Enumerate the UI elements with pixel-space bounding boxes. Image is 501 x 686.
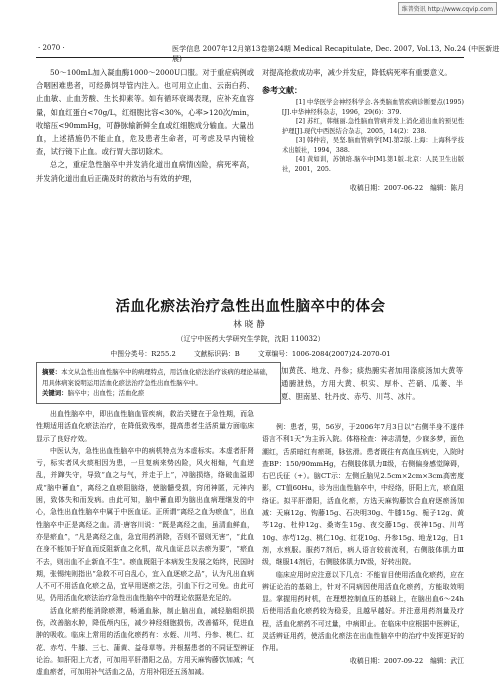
keywords-label: 关键词： — [42, 389, 68, 397]
references-heading: 参考文献： — [262, 85, 302, 96]
article-right-column — [262, 421, 464, 680]
abstract-box — [36, 362, 281, 404]
watermark: 维普资讯 http://www.cqvip.com — [398, 2, 497, 15]
article-number: 文章编号：1006-2084(2007)24-2070-01 — [257, 350, 391, 358]
abstract-text: 本文从急性出血性脑卒中的病理特点，用活血化瘀法治疗该病的理论基础，用具体病案说明运用活血化瘀法治疗急性出血性脑卒中。 — [42, 368, 273, 387]
article-title: 活血化瘀法治疗急性出血性脑卒中的体会 — [115, 298, 386, 315]
header-rule — [36, 57, 464, 58]
reference-item: [2] 苏红，韩继丽.急性脑血管病并发上消化道出血的预见性护理[J].现代中西医结合杂志，2005，14(2)：238. — [282, 118, 464, 135]
article-received-date: 收稿日期：2007-09-22 编辑：武江 — [350, 656, 464, 665]
prev-article-left-column — [36, 66, 254, 185]
article-paragraph: 例：患者，男，56岁，于2006年7月3日以“右侧半身不遂伴语言不利1天”为主诉入院。体格检查：神志清楚，少寐多梦，面色潮红，舌质暗红有瘀斑，脉弦滑。患者既往有高血压病史，入院时查BP：150/90mmHg，右侧肢体肌力Ⅱ级，右侧偏身感觉障碍，右巴氏征（+）。脑CT示：左侧丘脑见2.5cm×2cm×3cm高密度影，CT值60Hu，诊为出血性脑卒中，中经络，肝阳上亢，瘀血阻络证。拟平肝潜阳，活血化瘀，方选天麻钩藤饮合血府逐瘀汤加减：天麻12g、钩藤15g、石决明30g、牛膝15g、栀子12g、黄芩12g、杜仲12g、桑寄生15g、夜交藤15g、茯神15g、川芎10g、赤芍12g、桃仁10g、红花10g、丹参15g、地龙12g，日1剂，水煎服。服药7剂后，病人语言较前流利，右侧肢体肌力Ⅲ级，继服14剂后，右侧肢体肌力Ⅳ级，好转出院。 — [262, 423, 464, 567]
article-right-top — [281, 364, 463, 404]
abstract-label: 摘要： — [42, 368, 62, 376]
article-affiliation: （辽宁中医药大学研究生学院，沈阳 110032） — [176, 335, 325, 343]
prev-paragraph: 对提高抢救成功率，减少并发症，降低病死率有重要意义。 — [262, 68, 452, 77]
journal-info: 医学信息 2007年12月第13卷第24期 Medical Recapitulate, Dec. 2007, Vol.13, No.24 (中医新进展) — [172, 45, 500, 63]
keywords-text: 脑卒中；出血性；活血化瘀 — [67, 389, 145, 397]
running-header — [0, 44, 501, 63]
reference-item: [3] 韩仲岩，吴坚.脑血管病学[M].第2版.上海：上海科学技术出版社，1994，388. — [282, 137, 464, 154]
prev-paragraph: 50～100mL加入凝血酶1000～2000U口服。对于重症病例或合咽困难患者，可经鼻饲导管内注入。也可用立止血、云南白药、止血敏、止血芳酸、生长抑素等。如有循环衰竭表现，应补充血容量，如血红蛋白<70g/L，红细胞比容<30%，心率>120次/min，收缩压<90mmHg，可静脉输新鲜全血或红细胞成分输血。大量出血，上述措施仍不能止血，危及患者生命者，可考虑及早内镜检查，试行镜下止血。或行胃大部切除术。 — [36, 68, 254, 157]
classification-number: 中图分类号：R255.2 — [110, 350, 176, 358]
received-date: 收稿日期：2007-06-22 编辑：陈月 — [350, 184, 464, 193]
reference-item: [1] 中华医学会神经科学会.各类脑血管疾病诊断要点(1995)[J].中华神经科杂志，1996，29(6)：379. — [282, 99, 464, 116]
article-author: 林晓静 — [233, 320, 268, 330]
article-paragraph: 出血性脑卒中，即出血性脑血管疾病，救治关键在于急性期，而急性期适用活血化瘀法治疗，在降低致残率，提高患者生活质量方面临床显示了良好疗效。 — [36, 410, 254, 443]
classification-line — [0, 348, 501, 358]
prev-article-right-column — [262, 66, 464, 195]
article-paragraph: 临床应用时应注意以下几点：不能盲目使用活血化瘀药，应在辨证论治的基础上，针对不同病因使用活血化瘀药，方能取效明显。掌握用药时机，在理想控制血压的基础上，在脑出血6～24h后使用活血化瘀药较为稳妥，且越早越好。并注意用药剂量及疗程，活血化瘀药不可过量，中病即止。在临床中应根据中医辨证，灵活辨证用药，使活血化瘀法在出血性脑卒中的治疗中发挥更好的作用。 — [262, 570, 464, 653]
abstract — [42, 367, 275, 388]
document-code: 文献标识码：B — [193, 350, 240, 358]
page-number: · 2070 · — [38, 44, 65, 52]
article-paragraph: 中医认为，急性出血性脑卒中的病机特点为本虚标实。本虚者肝肾亏，标实者风火痰相因为患，一旦复病来势凶险，风火相煽，气血逆乱，并蹿失守，导致“血之与气，并走于上”，冲脑损络，络破血溢即成“脑中蓄血”，离经之血瘀阻脑络，使脑髓受损，窍闭神匿，元神内困，致体失和而发病。由此可知，脑中蓄血即为脑出血病理继发的中心，急性出血性脑卒中属于中医血证。正所谓“离经之血为瘀血”，出血性脑卒中正是离经之血。清·唐容川说：“既是离经之血，虽清血鲜血，亦是瘀血”，“凡是离经之血，急宜用药消除，否则不留则无害”，“此血在身不能加于好血而反阻新血之化机，故凡血证总以去瘀为要”，“瘀血不去，则出血不止新血不生”。瘀血既阻于本病发生发展之始终，民国时期，张锡纯则指出“急救不可自乱心，宜入血逐瘀之品”，认为凡出血病人不可不用活血化瘀之品，宜早用逐瘀之法，引血下行之可免。由此可见，仍用活血化瘀法治疗急性出血性脑卒中的理论依据是充足的。 — [36, 446, 254, 603]
article-left-column — [36, 408, 254, 680]
article-paragraph: 活血化瘀药能消除瘀滞，畅通血脉，制止脑出血，减轻脑组织损伤，改善脑水肿，降低颅内压，减少神经细胞损伤，改善循环，促进血肿的吸收。临床上常用的活血化瘀药有：水蛭、川芎、丹参、桃仁、红花、赤芍、牛膝、三七、蒲黄、益母草等。并根据患者的不同证型辨证论治。如肝阳上亢者，可加用平肝潜阳之品，方用天麻钩藤饮加减；气虚血瘀者，可加用补气活血之品，方用补阳还五汤加减。 — [36, 606, 254, 677]
keywords — [42, 388, 275, 399]
prev-paragraph: 总之，重症急性脑卒中并发消化道出血病情凶险，病死率高，并发消化道出血后正确及时的救治与有效的护理， — [36, 160, 254, 183]
article-paragraph: 加黄芪、地龙、丹参；痰热腑实者加用涤痰汤加大黄等通腑泄热，方用大黄、枳实、厚朴、芒硝、瓜蒌、半夏、胆南星、牡丹皮、赤芍、川芎、冰片。 — [281, 366, 463, 402]
reference-item: [4] 黄如训，苏镇培.脑卒中[M].第1版.北京：人民卫生出版社，2001，205. — [282, 156, 464, 173]
